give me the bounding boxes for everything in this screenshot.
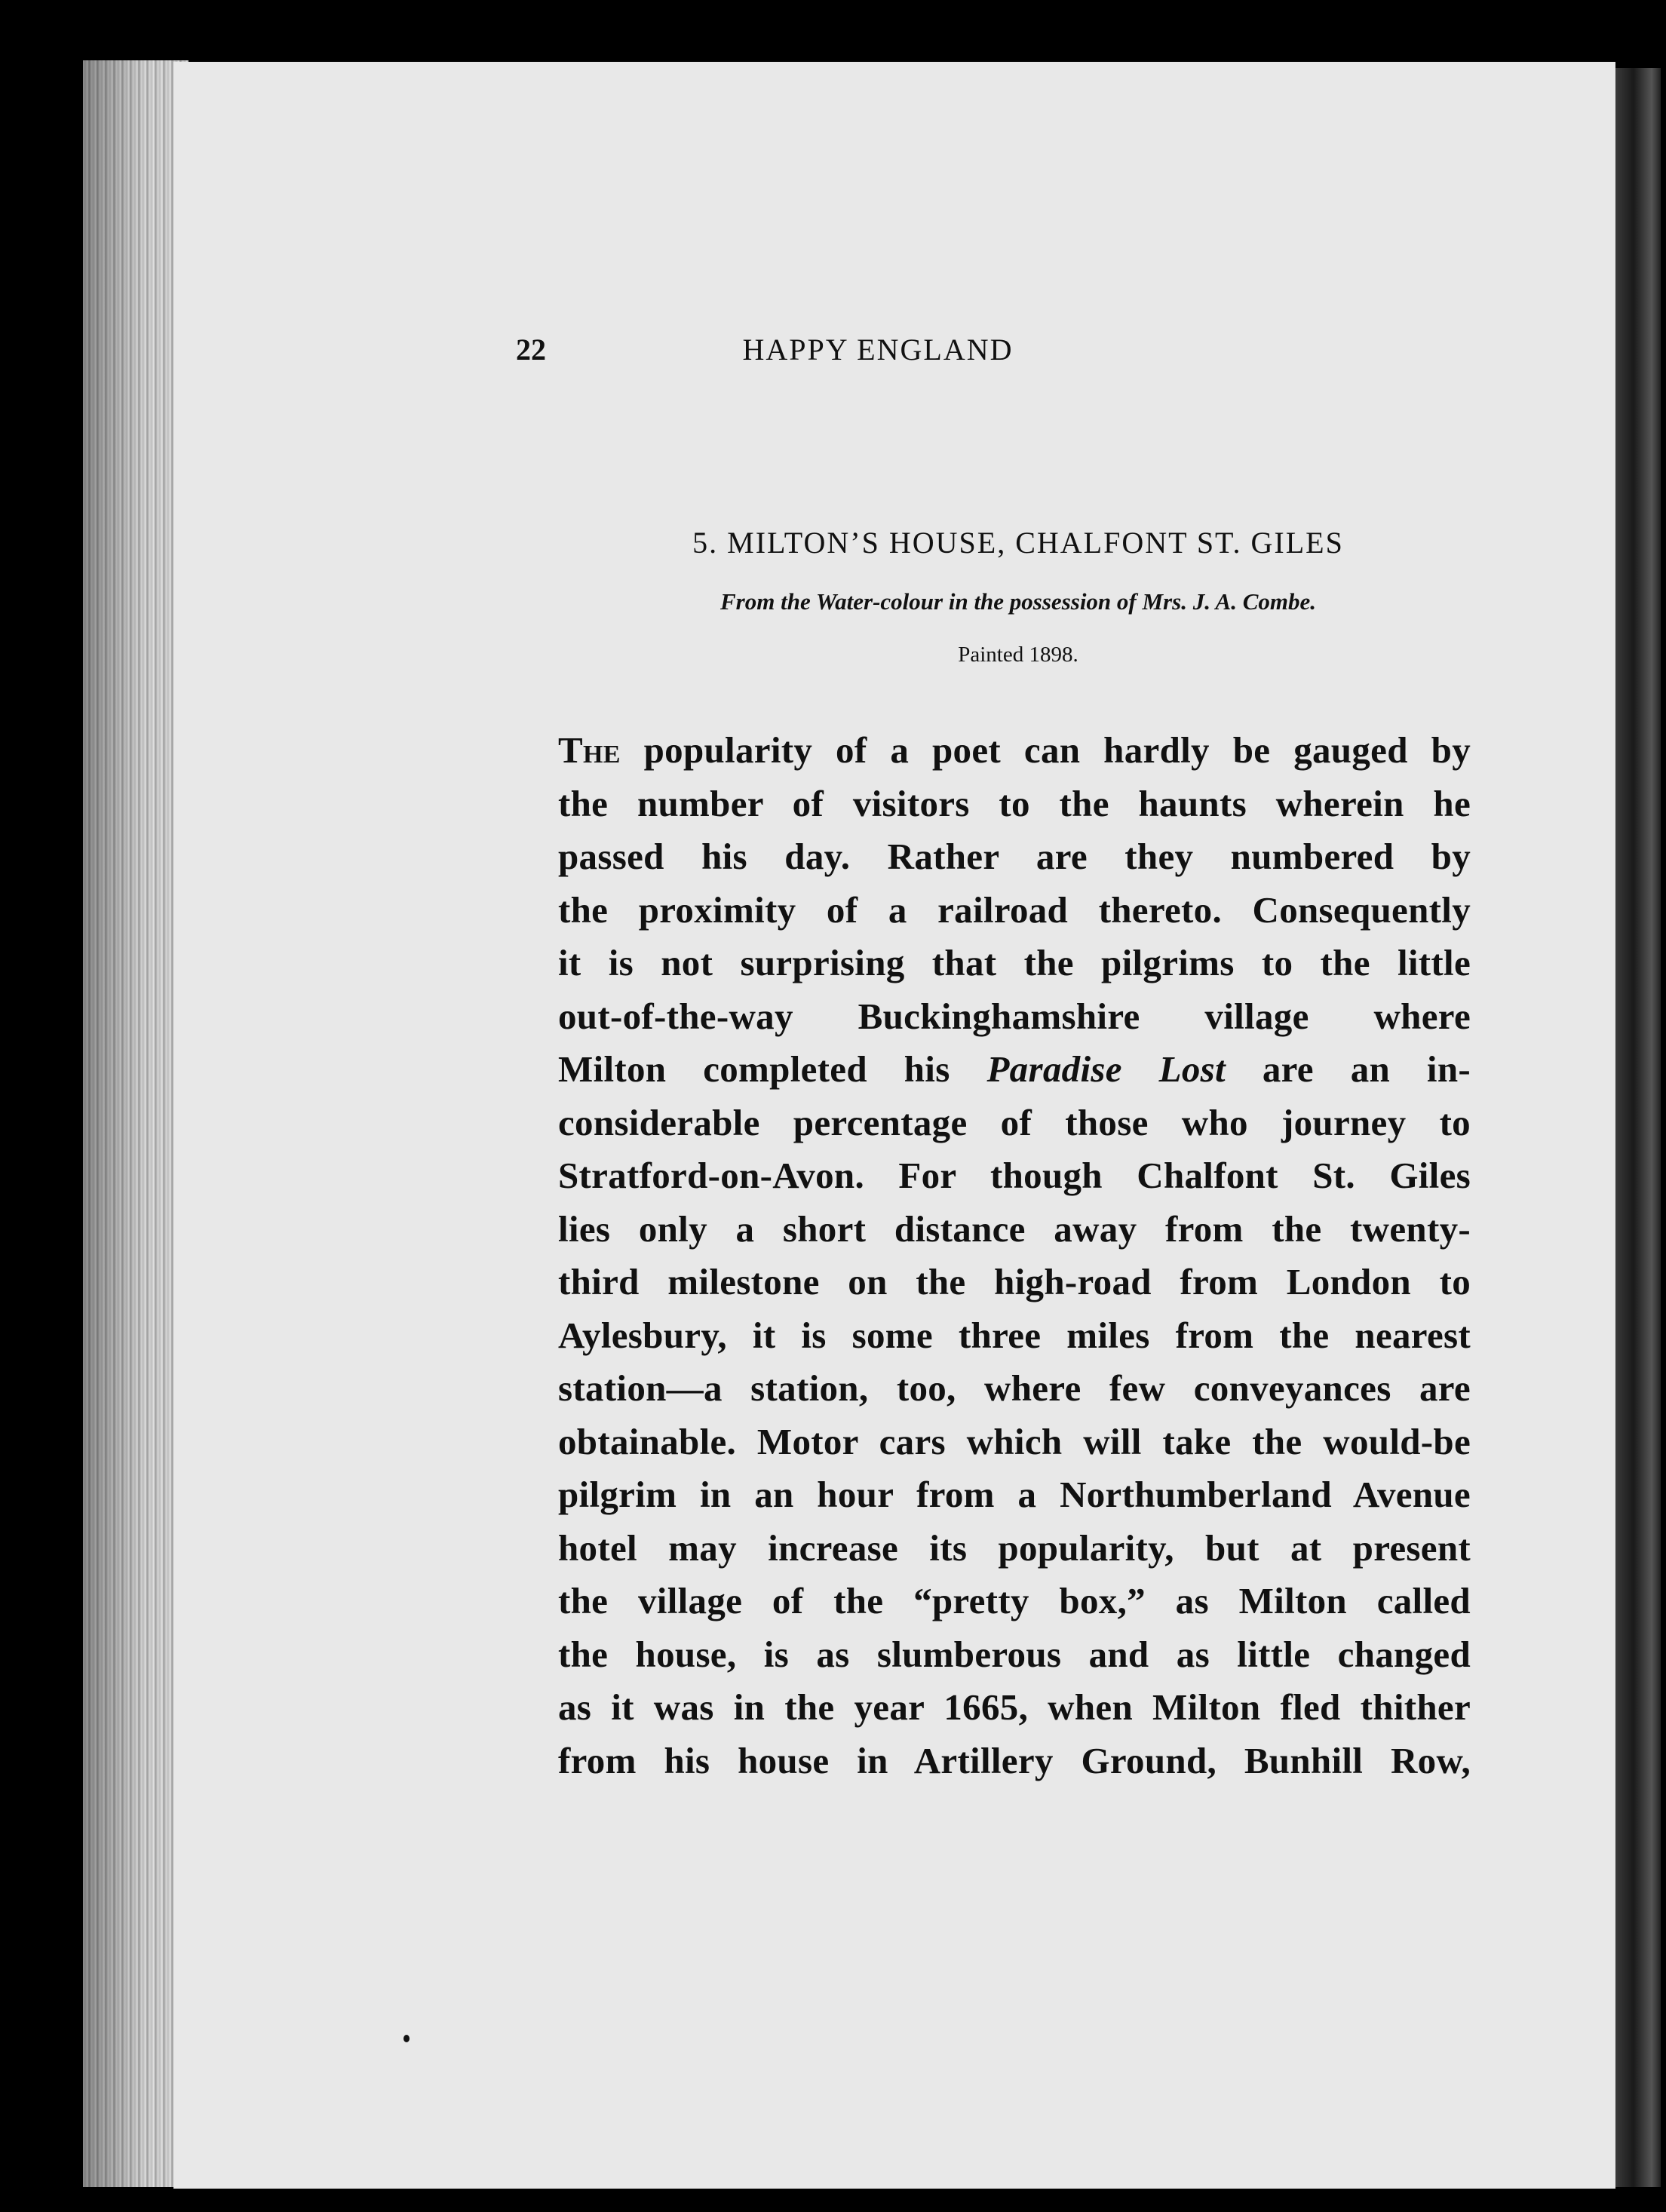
body-text — [558, 724, 1471, 1787]
running-title: HAPPY ENGLAND — [742, 333, 1014, 367]
text-line: station—a station, too, where few conveyances are — [558, 1367, 1471, 1409]
text-line: the number of visitors to the haunts wherein he — [558, 782, 1471, 824]
text-line: the house, is as slumberous and as little changed — [558, 1633, 1471, 1675]
right-page-edge — [1615, 68, 1661, 2187]
text-line: The popularity of a poet can hardly be gauged by — [558, 729, 1471, 771]
page-number: 22 — [516, 333, 546, 367]
text-line: lies only a short distance away from the twenty- — [558, 1207, 1471, 1250]
drop-lead: The — [558, 729, 621, 771]
text-line: it is not surprising that the pilgrims to the little — [558, 942, 1471, 983]
text-line: hotel may increase its popularity, but at present — [558, 1526, 1471, 1569]
text-line: obtainable. Motor cars which will take the would-be — [558, 1420, 1471, 1462]
text-line: Aylesbury, it is some three miles from the nearest — [558, 1314, 1471, 1356]
running-head — [516, 332, 1172, 377]
text-line: out-of-the-way Buckinghamshire village where — [558, 995, 1471, 1037]
text-line: pilgrim in an hour from a Northumberland Avenue — [558, 1474, 1471, 1515]
text-line: as it was in the year 1665, when Milton fled thither — [558, 1686, 1471, 1728]
plate-source: From the Water-colour in the possession of Mrs. J. A. Combe. — [719, 588, 1317, 615]
text-line: passed his day. Rather are they numbered by — [558, 836, 1471, 877]
book-title: Paradise Lost — [986, 1048, 1226, 1090]
text-line: from his house in Artillery Ground, Bunhill Row, — [558, 1739, 1471, 1781]
text-line: Stratford-on-Avon. For though Chalfont St. Giles — [558, 1155, 1471, 1196]
spine-shadow — [83, 60, 189, 2187]
plate-caption — [558, 520, 1478, 673]
plate-title: 5. MILTON’S HOUSE, CHALFONT ST. GILES — [692, 526, 1344, 560]
dust-speck — [403, 2035, 410, 2042]
text-line: the proximity of a railroad thereto. Consequently — [558, 888, 1471, 931]
text-line: third milestone on the high-road from London to — [558, 1261, 1471, 1302]
plate-date: Painted 1898. — [958, 643, 1078, 667]
text-line: considerable percentage of those who journey to — [558, 1101, 1471, 1143]
text-line: Milton completed his Paradise Lost are an in- — [558, 1048, 1471, 1090]
text-line: the village of the “pretty box,” as Milton called — [558, 1580, 1471, 1621]
